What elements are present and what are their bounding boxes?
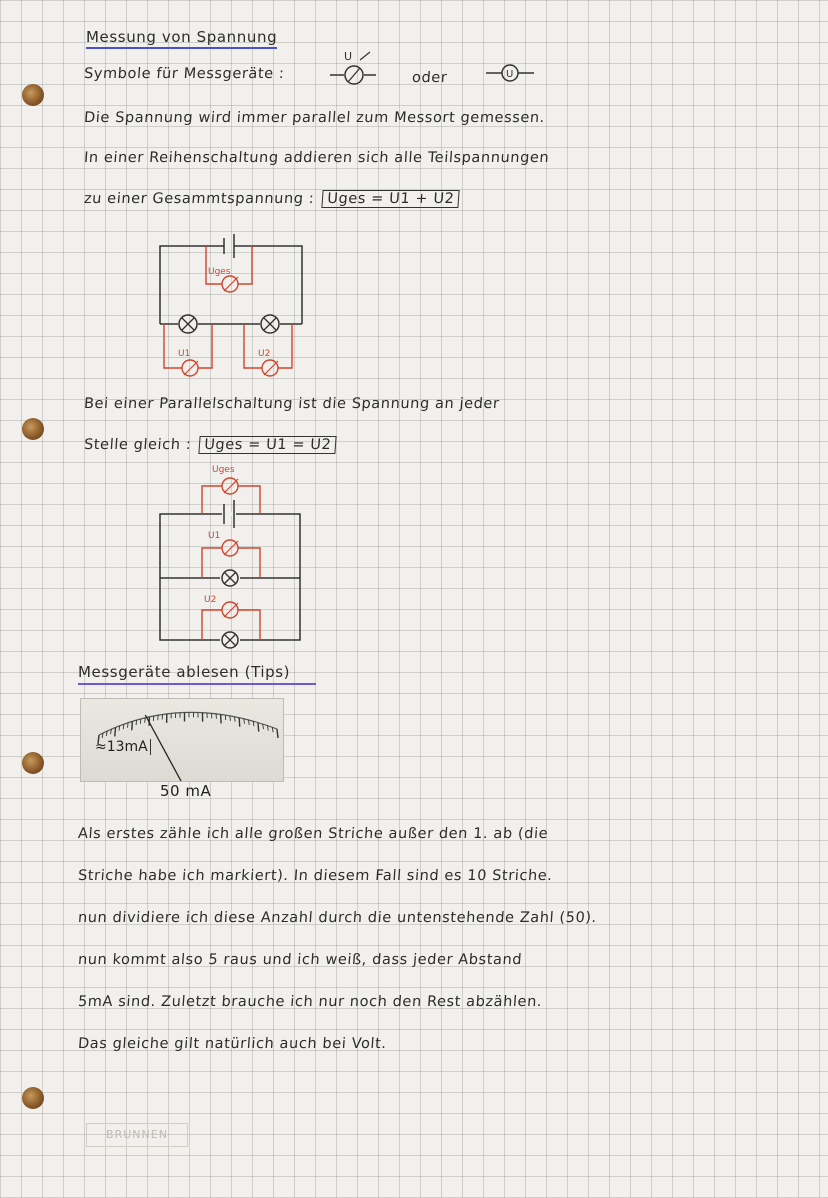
series-circuit-diagram [150,228,320,388]
tip-line-4: nun kommt also 5 raus und ich weiß, dass jeder Abstand [77,952,523,968]
circuit2-total-label: Uges [212,465,235,475]
circuit1-total-label: Uges [208,267,231,277]
meter-scale-label: 50 mA [160,782,212,800]
binder-hole-1 [22,84,44,106]
brand-stamp: BRUNNEN [86,1123,188,1147]
meter-tick [140,719,141,724]
meter-reading-annotation: ≈13mA [95,739,151,755]
meter-tick [239,718,240,727]
heading-voltage-measurement: Messung von Spannung [86,28,277,49]
heading-reading-meters: Messgeräte ablesen (Tips) [78,663,316,685]
circuit2-u1-label: U1 [208,531,221,541]
series-text-1: In einer Reihenschaltung addieren sich alle Teilspannungen [83,150,550,166]
meter-tick [132,721,133,730]
meter-tick [277,729,278,738]
symbol-u-circle-label: U [506,69,514,80]
binder-hole-3 [22,752,44,774]
parallel-circuit-diagram [150,462,310,662]
tip-line-5: 5mA sind. Zuletzt brauche ich nur noch den Rest abzählen. [77,994,543,1010]
symbols-or-text: oder [411,70,448,86]
series-formula-box: Uges = U1 + U2 [322,190,460,208]
circuit1-u1-label: U1 [178,349,191,359]
voltmeter-circle-symbol-icon [486,62,546,86]
binder-hole-2 [22,418,44,440]
binder-hole-4 [22,1087,44,1109]
parallel-text-1: Bei einer Parallelschaltung ist die Spannung an jeder [83,396,501,412]
meter-tick [230,716,231,721]
tip-line-3: nun dividiere ich diese Anzahl durch die untenstehende Zahl (50). [77,910,598,926]
tip-line-6: Das gleiche gilt natürlich auch bei Volt. [77,1036,388,1052]
meter-photo [80,698,284,782]
meter-tick [115,727,116,736]
meter-tick [258,723,259,732]
symbols-intro-text: Symbole für Messgeräte : [83,66,285,82]
series-text-2 [83,190,460,208]
parallel-formula-box: Uges = U1 = U2 [199,436,337,454]
meter-tick [235,717,236,722]
tip-line-2: Striche habe ich markiert). In diesem Fall sind es 10 Striche. [77,868,554,884]
meter-tick [136,720,137,725]
tip-line-1: Als erstes zähle ich alle großen Striche außer den 1. ab (die [77,826,549,842]
circuit1-u2-label: U2 [258,349,271,359]
circuit2-u2-label: U2 [204,595,217,605]
symbol-u-label: U [344,50,353,63]
parallel-measure-text: Die Spannung wird immer parallel zum Messort gemessen. [83,110,546,126]
voltmeter-symbol-icon [330,50,390,90]
series-text-2-label: zu einer Gesammtspannung : [83,191,315,207]
parallel-text-2 [83,436,337,454]
parallel-text-2-label: Stelle gleich : [83,437,192,453]
